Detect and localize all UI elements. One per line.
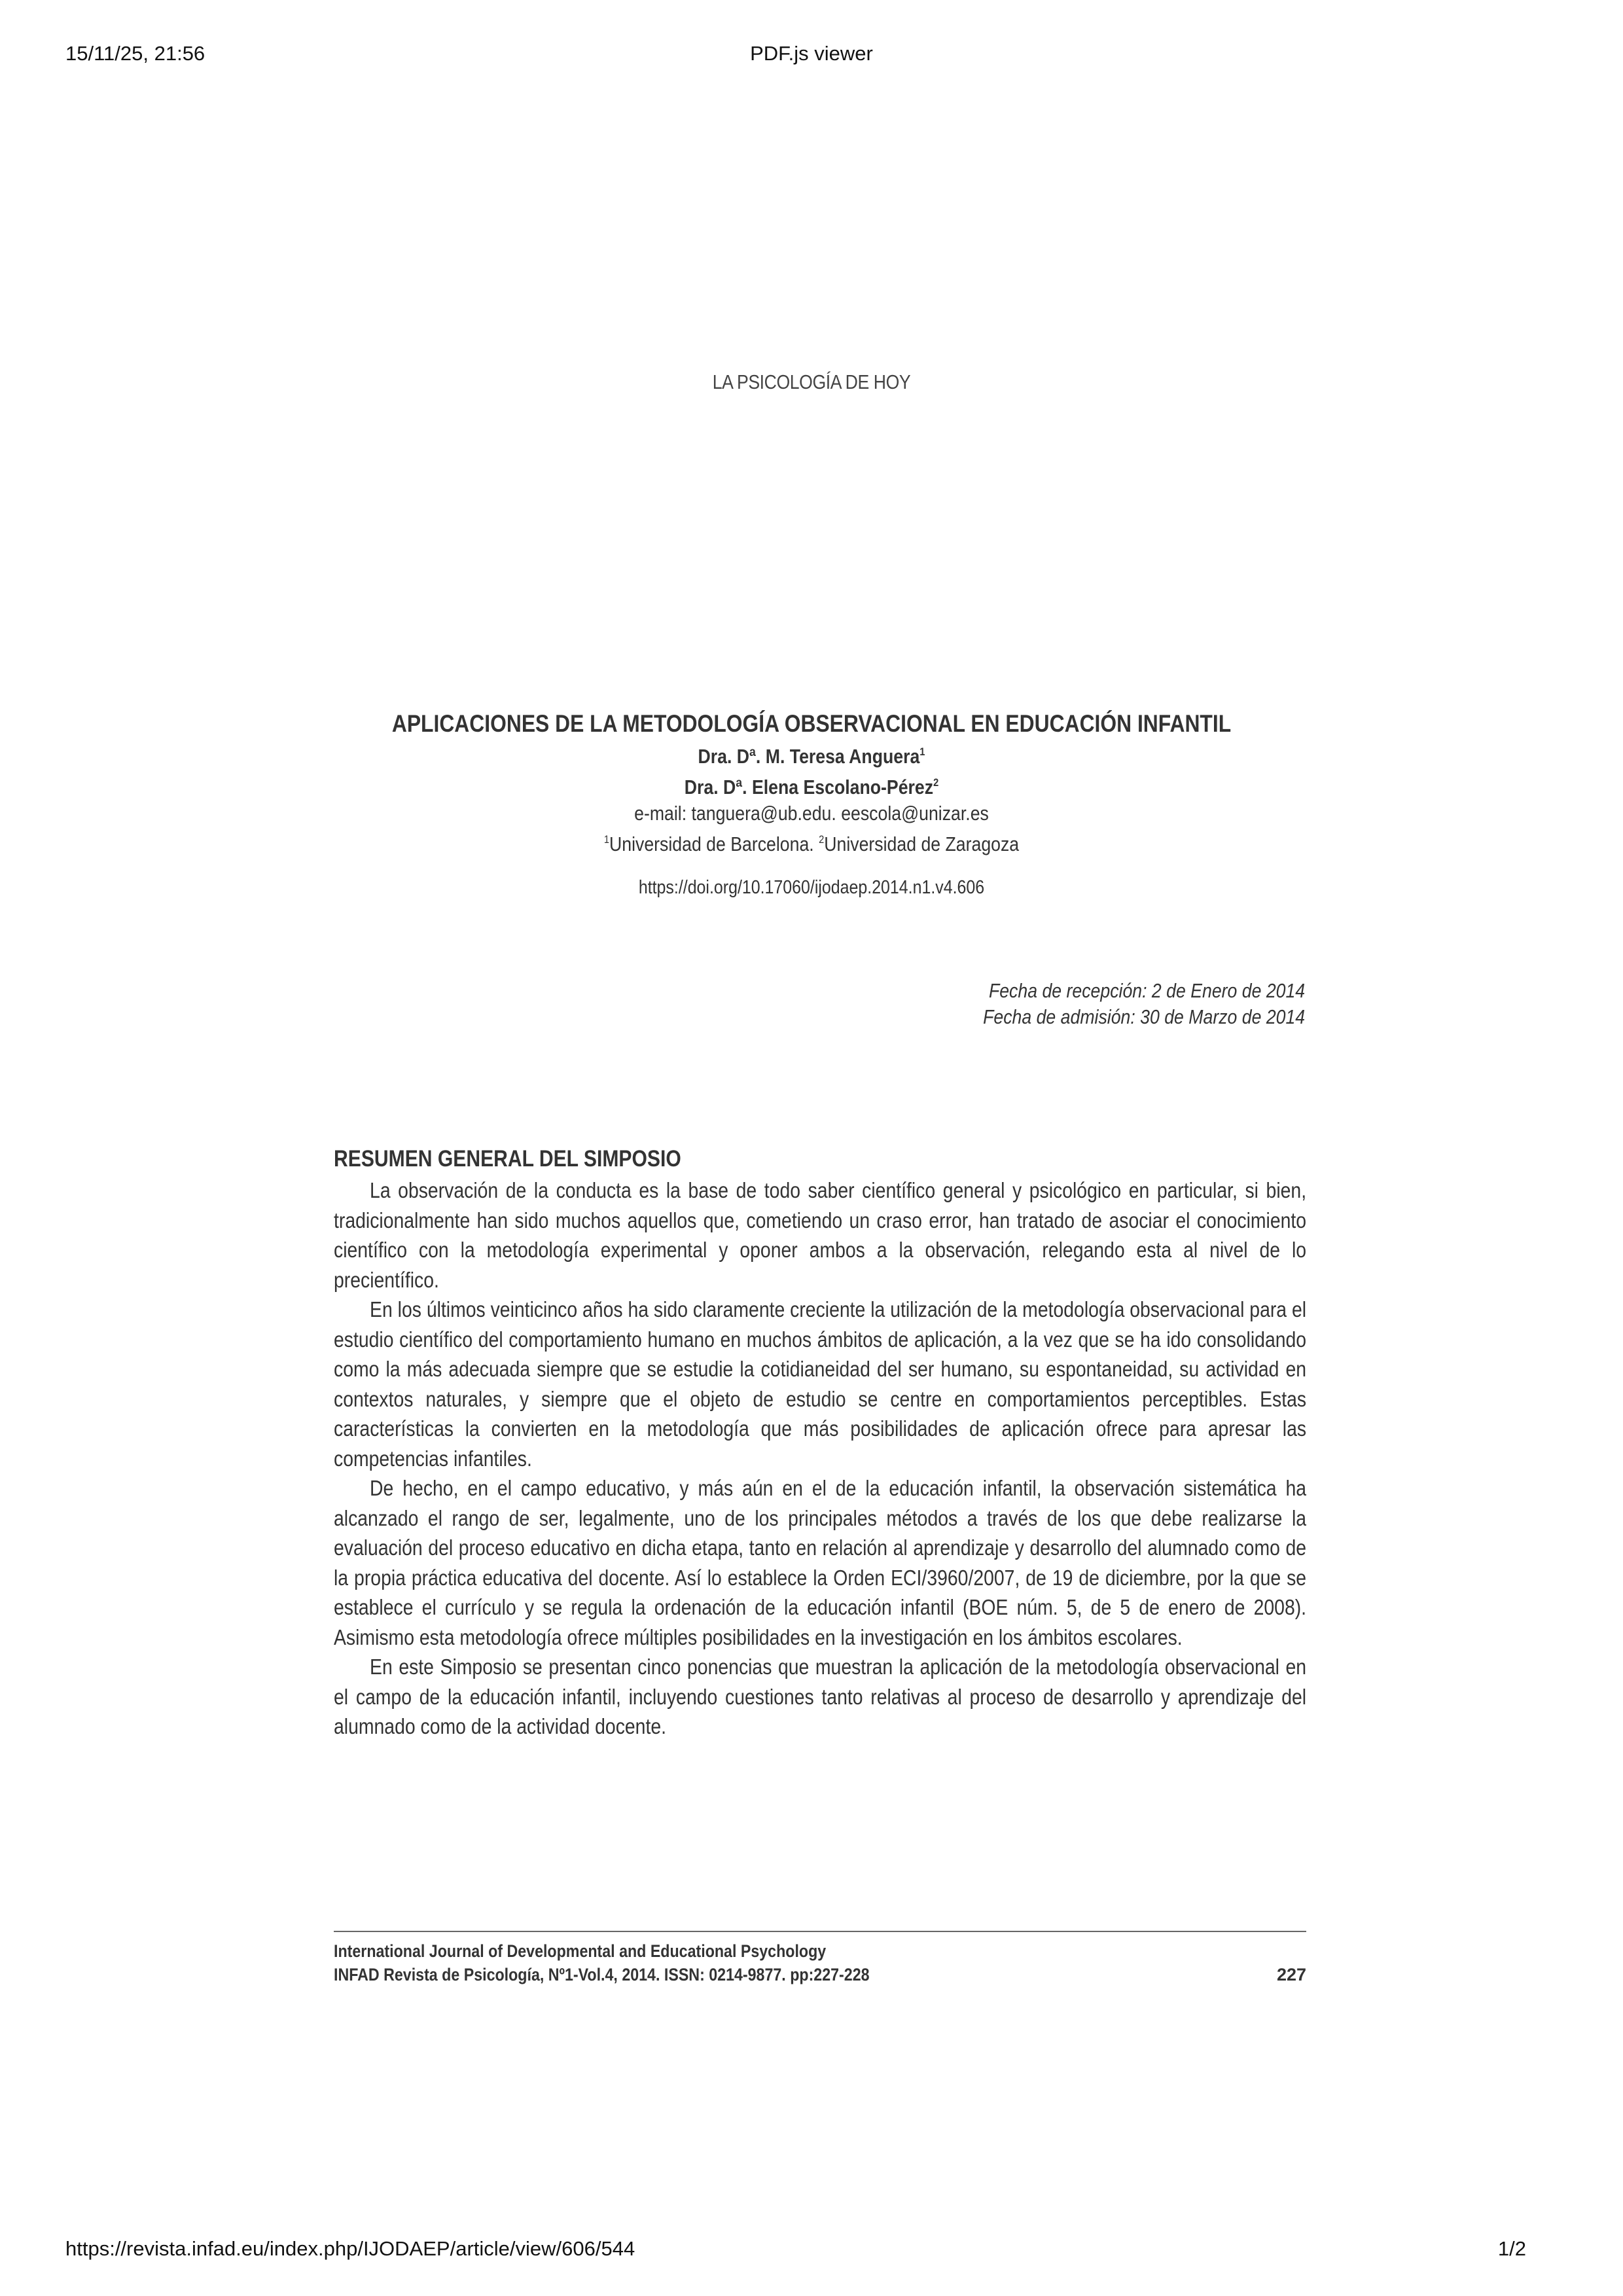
page-number: 227: [1276, 1965, 1306, 1984]
paragraph: La observación de la conducta es la base de todo saber científico general y psicológico en particular, si bien, tradicionalmente han sido muchos aquellos que, cometiendo un craso error, han tratado de asociar el conocimiento científico con la metodología experimental y oponer ambos a la observación, relegando esta al nivel de lo precientífico.: [334, 1178, 1307, 1292]
affiliation-2: Universidad de Zaragoza: [824, 833, 1020, 855]
author-1: [114, 739, 1510, 770]
journal-name: International Journal of Developmental and Educational Psychology: [334, 1941, 827, 1961]
abstract-body: [334, 1175, 1306, 1742]
author-sup: 2: [933, 776, 939, 789]
author-name: Dra. Dª. Elena Escolano-Pérez: [684, 776, 934, 798]
section-heading: RESUMEN GENERAL DEL SIMPOSIO: [334, 1146, 681, 1172]
print-footer: [0, 2237, 1623, 2270]
paragraph: En los últimos veinticinco años ha sido claramente creciente la utilización de la metodología observacional para el estudio científico del comportamiento humano en muchos ámbitos de aplicación, a la vez que se ha ido consolidando como la más adecuada siempre que se estudie la cotidianeidad del ser humano, su espontaneidad, su actividad en contextos naturales, y siempre que el objeto de estudio se centre en comportamientos perceptibles. Estas características la convierten en la metodología que más posibilidades de aplicación ofrece para apresar las competencias infantiles.: [334, 1297, 1307, 1471]
journal-issue: INFAD Revista de Psicología, Nº1-Vol.4, 2014. ISSN: 0214-9877. pp:227-228: [334, 1965, 870, 1984]
article-header: [0, 709, 1623, 899]
print-page-indicator: 1/2: [1497, 2237, 1526, 2260]
journal-footer: [334, 1939, 1306, 1986]
footer-divider: [334, 1931, 1306, 1932]
abstract-section: [334, 1145, 1306, 1742]
received-date: Fecha de recepción: 2 de Enero de 2014: [988, 979, 1305, 1002]
doi-link[interactable]: https://doi.org/10.17060/ijodaep.2014.n1.v4.606: [638, 877, 985, 898]
author-name: Dra. Dª. M. Teresa Anguera: [698, 745, 920, 768]
affiliations: $^1$Universidad de Barcelona. $^2$Universidad de Zaragoza: [603, 833, 1020, 855]
article-title: APLICACIONES DE LA METODOLOGÍA OBSERVACIONAL EN EDUCACIÓN INFANTIL: [391, 710, 1232, 737]
print-window-title: PDF.js viewer: [750, 42, 873, 65]
running-head: LA PSICOLOGÍA DE HOY: [712, 370, 911, 393]
affiliation-1: Universidad de Barcelona.: [609, 833, 814, 855]
print-header: [0, 38, 1623, 71]
author-2: [114, 770, 1510, 800]
submission-dates: [983, 978, 1305, 1030]
email-line: e-mail: tanguera@ub.edu. eescola@unizar.es: [634, 802, 989, 825]
author-sup: 1: [919, 745, 925, 758]
paragraph: En este Simposio se presentan cinco ponencias que muestran la aplicación de la metodología observacional en el campo de la educación infantil, incluyendo cuestiones tanto relativas al proceso de desarrollo y aprendizaje del alumnado como de la actividad docente.: [334, 1655, 1307, 1738]
paragraph: De hecho, en el campo educativo, y más aún en el de la educación infantil, la observación sistemática ha alcanzado el rango de ser, legalmente, uno de los principales métodos a través de los que debe realizarse la evaluación del proceso educativo en dicha etapa, tanto en relación al aprendizaje y desarrollo del alumnado como de la propia práctica educativa del docente. Así lo establece la Orden ECI/3960/2007, de 19 de diciembre, por la que se establece el currículo y se regula la ordenación de la educación infantil (BOE núm. 5, de 5 de enero de 2008). Asimismo esta metodología ofrece múltiples posibilidades en la investigación en los ámbitos escolares.: [334, 1476, 1307, 1649]
print-url: https://revista.infad.eu/index.php/IJODAEP/article/view/606/544: [65, 2237, 635, 2260]
accepted-date: Fecha de admisión: 30 de Marzo de 2014: [982, 1005, 1305, 1028]
print-datetime: 15/11/25, 21:56: [65, 42, 205, 65]
